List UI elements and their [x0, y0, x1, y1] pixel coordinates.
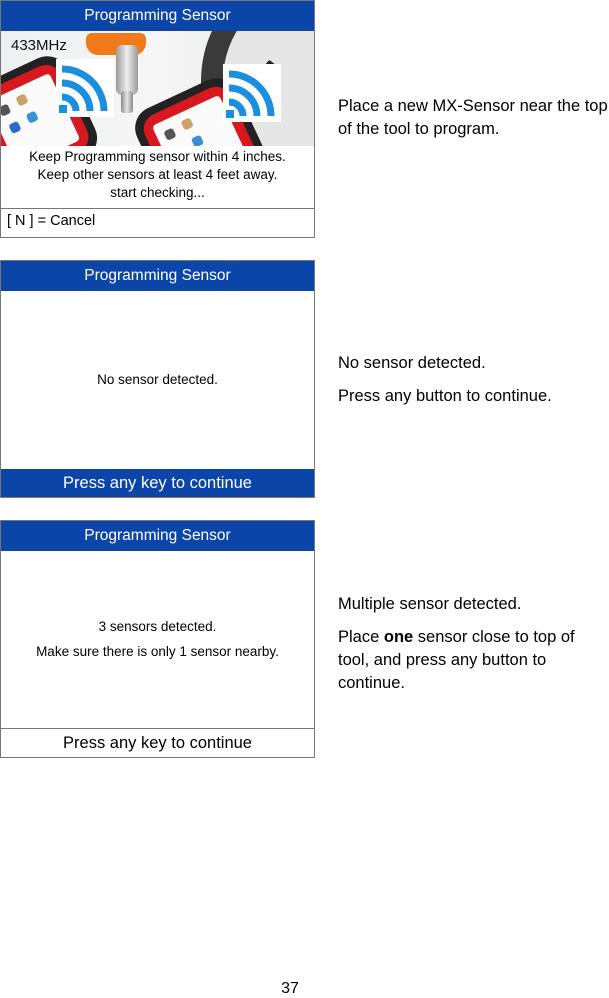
- message: No sensor detected.: [97, 372, 218, 387]
- screen-title: Programming Sensor: [1, 521, 314, 551]
- instruction-line: Keep other sensors at least 4 feet away.: [37, 167, 278, 182]
- description-2: [338, 352, 609, 408]
- screen-title: Programming Sensor: [1, 261, 314, 291]
- wireless-signal-icon: [56, 59, 114, 117]
- screen-multiple-sensors: [0, 520, 315, 758]
- description-text: Multiple sensor detected.: [338, 595, 522, 613]
- wireless-signal-icon: [223, 64, 281, 122]
- instruction-line: Keep Programming sensor within 4 inches.: [29, 149, 286, 164]
- description-text: [338, 626, 609, 695]
- page-number: 37: [281, 980, 299, 997]
- message-line: 3 sensors detected.: [98, 619, 217, 634]
- description-text: Place a new MX-Sensor near the top of the tool to program.: [338, 97, 608, 138]
- sensor-tip: [121, 91, 133, 113]
- message-line: Make sure there is only 1 sensor nearby.: [36, 644, 279, 659]
- description-text: No sensor detected.: [338, 354, 486, 372]
- divider: [1, 208, 314, 209]
- continue-prompt: Press any key to continue: [1, 728, 314, 757]
- description-text: Press any button to continue.: [338, 387, 552, 405]
- frequency-label: 433MHz: [11, 37, 67, 54]
- sensor-programming-illustration: [1, 31, 314, 146]
- continue-prompt: Press any key to continue: [1, 469, 314, 497]
- screen-no-sensor: [0, 260, 315, 498]
- status-line: start checking...: [110, 185, 205, 200]
- text-run: Place: [338, 628, 384, 646]
- instructions: [1, 148, 314, 202]
- description-1: [338, 95, 609, 141]
- screen-programming-sensor-checking: [0, 0, 315, 238]
- cancel-hint: [ N ] = Cancel: [7, 213, 96, 229]
- sensor-stem: [116, 45, 138, 95]
- text-run: sensor close to top of tool, and press any button to continue.: [338, 628, 575, 692]
- description-3: [338, 593, 609, 695]
- emphasis: one: [383, 628, 414, 646]
- message: [1, 614, 314, 664]
- screen-title: Programming Sensor: [1, 1, 314, 31]
